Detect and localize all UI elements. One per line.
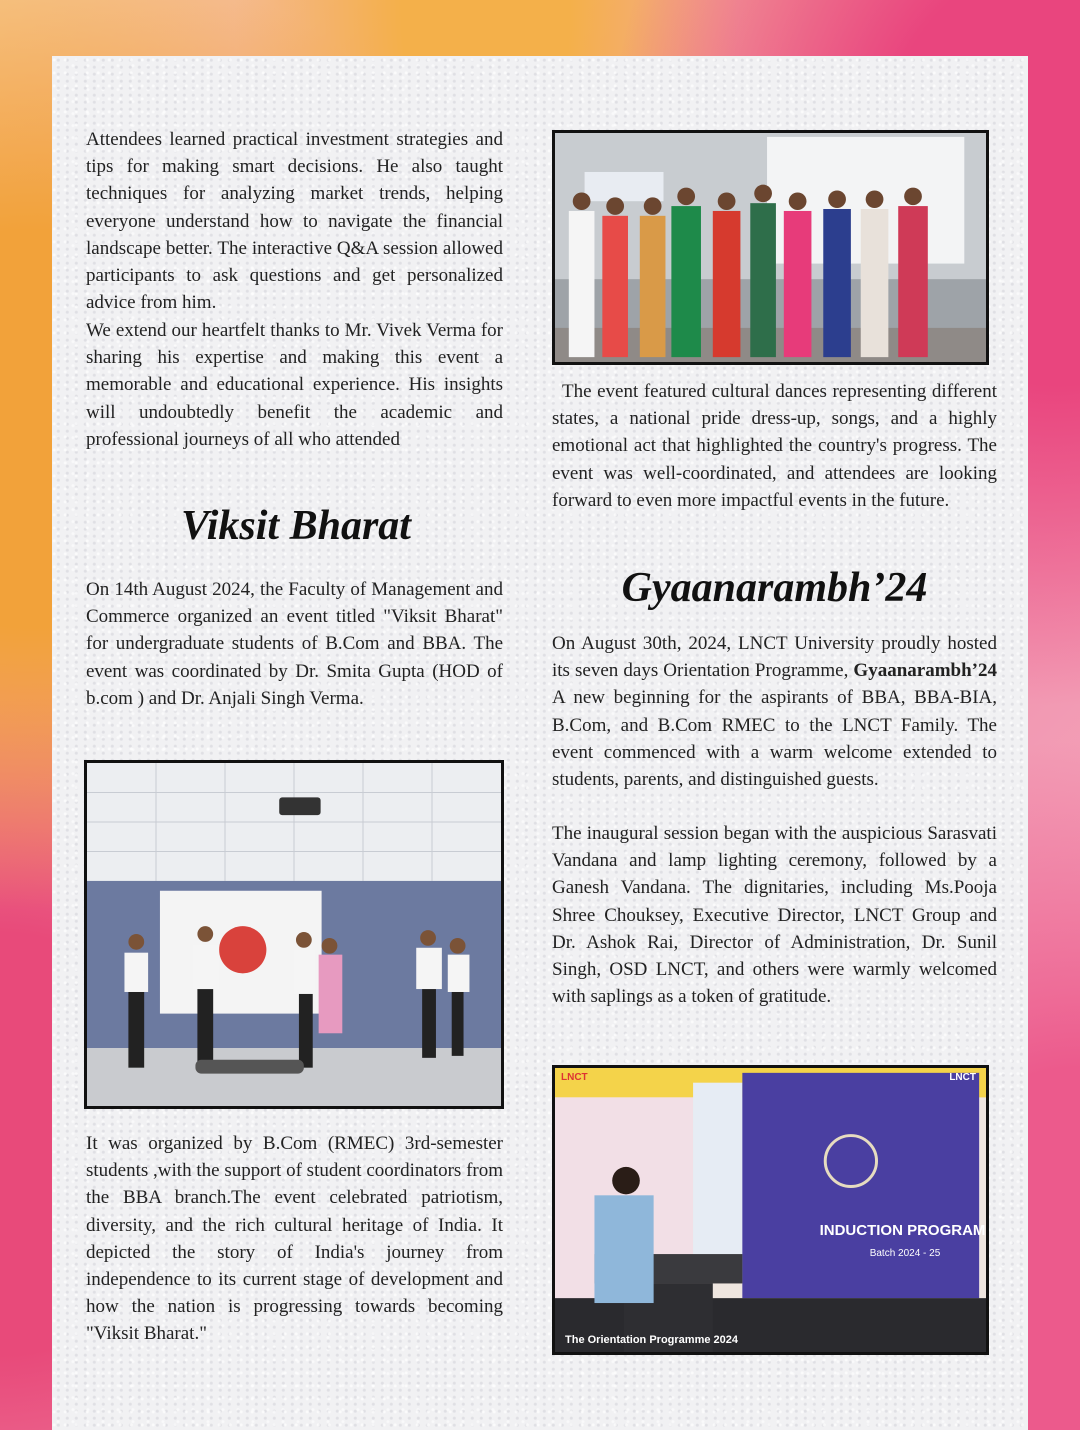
gyaanarambh-paragraph-intro: On August 30th, 2024, LNCT University proudly hosted its seven days Orientation Programme, [552, 633, 997, 682]
organized-paragraph: It was organized by B.Com (RMEC) 3rd-semester students ,with the support of student coordinators from the BBA branch.The event celebrated patriotism, diversity, and the rich cultural heritage of India. It depicted the story of India's journey from independence to its current stage of development and how the nation is progressing towards becoming "Viksit Bharat." [86, 1133, 503, 1345]
gyaanarambh-paragraph [552, 630, 997, 793]
orientation-caption: The Orientation Programme 2024 [565, 1334, 738, 1346]
gyaanarambh-paragraph-rest: A new beginning for the aspirants of BBA, BBA-BIA, B.Com, and B.Com RMEC to the LNCT Family. The event commenced with a warm welcome extended to students, parents, and distinguished guests. [552, 687, 997, 791]
lnct-logo-right: LNCT [949, 1072, 976, 1083]
thanks-paragraph: We extend our heartfelt thanks to Mr. Vivek Verma for sharing his expertise and making this event a memorable and educational experience. His insights will undoubtedly benefit the academic and professional journeys of all who attended [86, 320, 503, 450]
induction-batch: Batch 2024 - 25 [869, 1248, 941, 1259]
inaugural-paragraph: The inaugural session began with the auspicious Sarasvati Vandana and lamp lighting ceremony, followed by a Ganesh Vandana. The dignitaries, including Ms.Pooja Shree Chouksey, Executive Director, LNCT Group and Dr. Ashok Rai, Director of Administration, Dr. Sunil Singh, OSD LNCT, and others were warmly welcomed with saplings as a token of gratitude. [552, 823, 997, 1008]
lnct-logo-left: LNCT [561, 1072, 588, 1083]
viksit-bharat-photo [84, 760, 504, 1109]
viksit-bharat-paragraph: On 14th August 2024, the Faculty of Management and Commerce organized an event titled "Viksit Bharat" for undergraduate students of B.Com and BBA. The event was coordinated by Dr. Smita Gupta (HOD of b.com ) and Dr. Anjali Singh Verma. [86, 579, 503, 709]
induction-program-photo [552, 1065, 989, 1355]
viksit-bharat-heading: Viksit Bharat [181, 503, 411, 549]
gyaanarambh-heading: Gyaanarambh’24 [621, 565, 928, 611]
gyaanarambh-bold-name: Gyaanarambh’24 [853, 660, 997, 682]
intro-paragraph: Attendees learned practical investment strategies and tips for making smart decisions. He also taught techniques for analyzing market trends, helping everyone understand how to navigate the financial landscape better. The interactive Q&A session allowed participants to ask questions and get personalized advice from him. [86, 129, 503, 314]
cultural-event-photo [552, 130, 989, 365]
cultural-paragraph: The event featured cultural dances representing different states, a national pride dress-up, songs, and a highly emotional act that highlighted the country's progress. The event was well-coordinated, and attendees are looking forward to even more impactful events in the future. [552, 381, 997, 511]
induction-program-title: INDUCTION PROGRAM [819, 1222, 986, 1239]
